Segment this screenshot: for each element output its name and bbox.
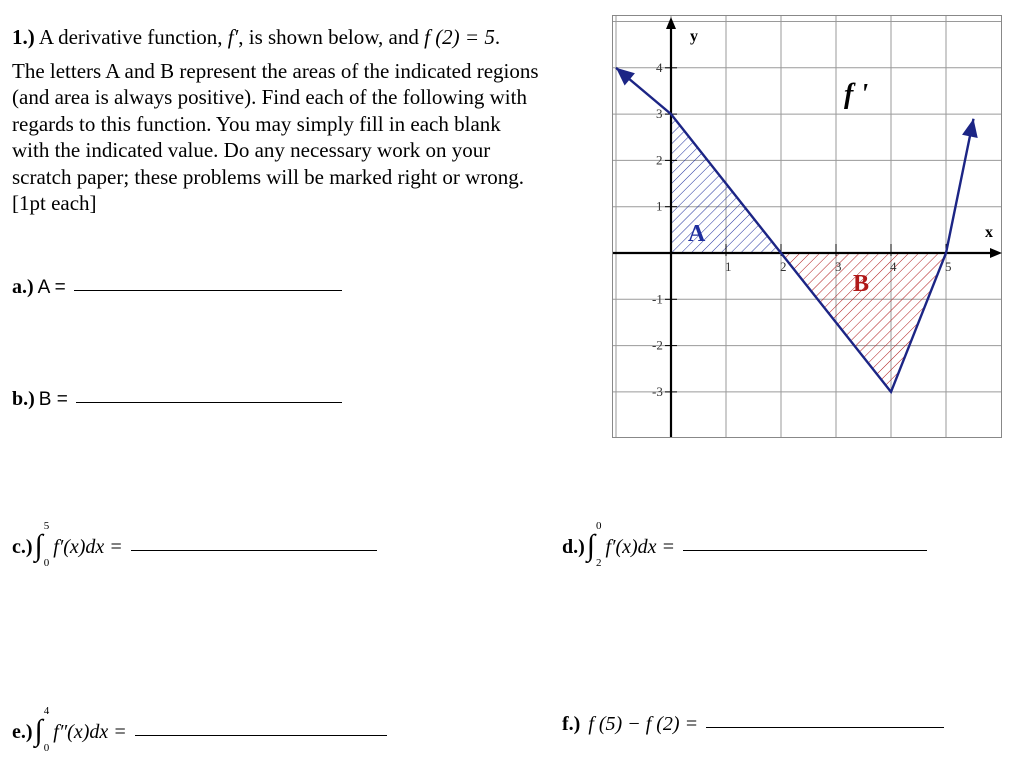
y-tick-label: -3	[652, 383, 663, 399]
lower-limit: 2	[596, 557, 602, 569]
part-f-label: f.)	[562, 713, 581, 735]
part-c-integral	[34, 520, 54, 569]
instruction-line: scratch paper; these problems will be marked right or wrong.	[12, 164, 525, 189]
instruction-line: The letters A and B represent the areas of the indicated regions	[12, 58, 539, 83]
part-c	[12, 520, 377, 569]
y-tick-label: 3	[656, 106, 663, 122]
fprime-symbol: f′	[227, 25, 239, 49]
question-number: 1.)	[12, 25, 35, 49]
x-tick-label: 1	[725, 259, 732, 274]
x-tick-label: 4	[890, 259, 897, 274]
question-header	[12, 24, 602, 51]
given-value: f (2) = 5	[424, 25, 495, 49]
upper-limit: 4	[43, 705, 50, 717]
integral-sign: ∫	[586, 529, 596, 562]
part-e-integral	[34, 705, 54, 754]
x-tick-label: 5	[945, 259, 952, 274]
part-a	[12, 276, 342, 299]
part-b-prompt: B =	[38, 389, 68, 410]
intro-period: .	[494, 25, 501, 49]
x-axis-label: x	[985, 224, 993, 241]
part-d-label: d.)	[562, 536, 585, 558]
integral-limits	[596, 520, 602, 569]
lower-limit: 0	[43, 742, 50, 754]
part-e-answer-blank[interactable]	[135, 734, 387, 736]
part-a-label: a.)	[12, 276, 34, 298]
region-b-label: B	[853, 271, 870, 297]
intro-text-a: A derivative function,	[38, 25, 223, 49]
part-e	[12, 705, 387, 754]
part-f	[562, 713, 944, 736]
part-b-answer-blank[interactable]	[76, 401, 342, 403]
integral-limits	[43, 520, 50, 569]
instruction-line: regards to this function. You may simply fill in each blank	[12, 111, 501, 136]
x-tick-label: 2	[780, 259, 787, 274]
part-d-answer-blank[interactable]	[683, 549, 927, 551]
part-f-expression: f (5) − f (2) =	[588, 713, 699, 735]
upper-limit: 0	[596, 520, 602, 532]
part-d-expression: f′(x)dx =	[605, 536, 676, 558]
y-tick-label: 4	[656, 59, 663, 75]
integral-sign: ∫	[34, 714, 43, 747]
integral-sign: ∫	[34, 529, 43, 562]
instruction-line: [1pt each]	[12, 191, 97, 215]
part-c-answer-blank[interactable]	[131, 549, 377, 551]
y-tick-label: 2	[656, 152, 663, 168]
part-d-integral	[586, 520, 606, 569]
lower-limit: 0	[43, 557, 50, 569]
y-tick-label: -1	[652, 291, 663, 307]
x-tick-label: 3	[835, 259, 842, 274]
upper-limit: 5	[43, 520, 50, 532]
part-b-label: b.)	[12, 388, 35, 410]
curve-label: f '	[844, 79, 869, 110]
y-tick-label: -2	[652, 337, 663, 353]
region-a-label: A	[688, 221, 706, 247]
part-f-answer-blank[interactable]	[706, 726, 944, 728]
integral-limits	[43, 705, 50, 754]
problem-statement	[12, 24, 602, 217]
instruction-line: (and area is always positive). Find each of the following with	[12, 85, 527, 109]
instruction-line: with the indicated value. Do any necessary work on your	[12, 138, 491, 162]
part-e-expression: f″(x)dx =	[53, 721, 127, 743]
part-a-prompt: A =	[37, 277, 66, 298]
y-axis-label: y	[690, 28, 698, 45]
y-tick-label: 1	[656, 198, 663, 214]
part-d	[562, 520, 927, 569]
part-e-label: e.)	[12, 721, 33, 743]
part-b	[12, 388, 342, 411]
part-a-answer-blank[interactable]	[74, 289, 342, 291]
part-c-label: c.)	[12, 536, 33, 558]
fprime-graph	[612, 15, 1004, 440]
intro-text-b: , is shown below, and	[238, 25, 419, 49]
part-c-expression: f′(x)dx =	[53, 536, 123, 558]
